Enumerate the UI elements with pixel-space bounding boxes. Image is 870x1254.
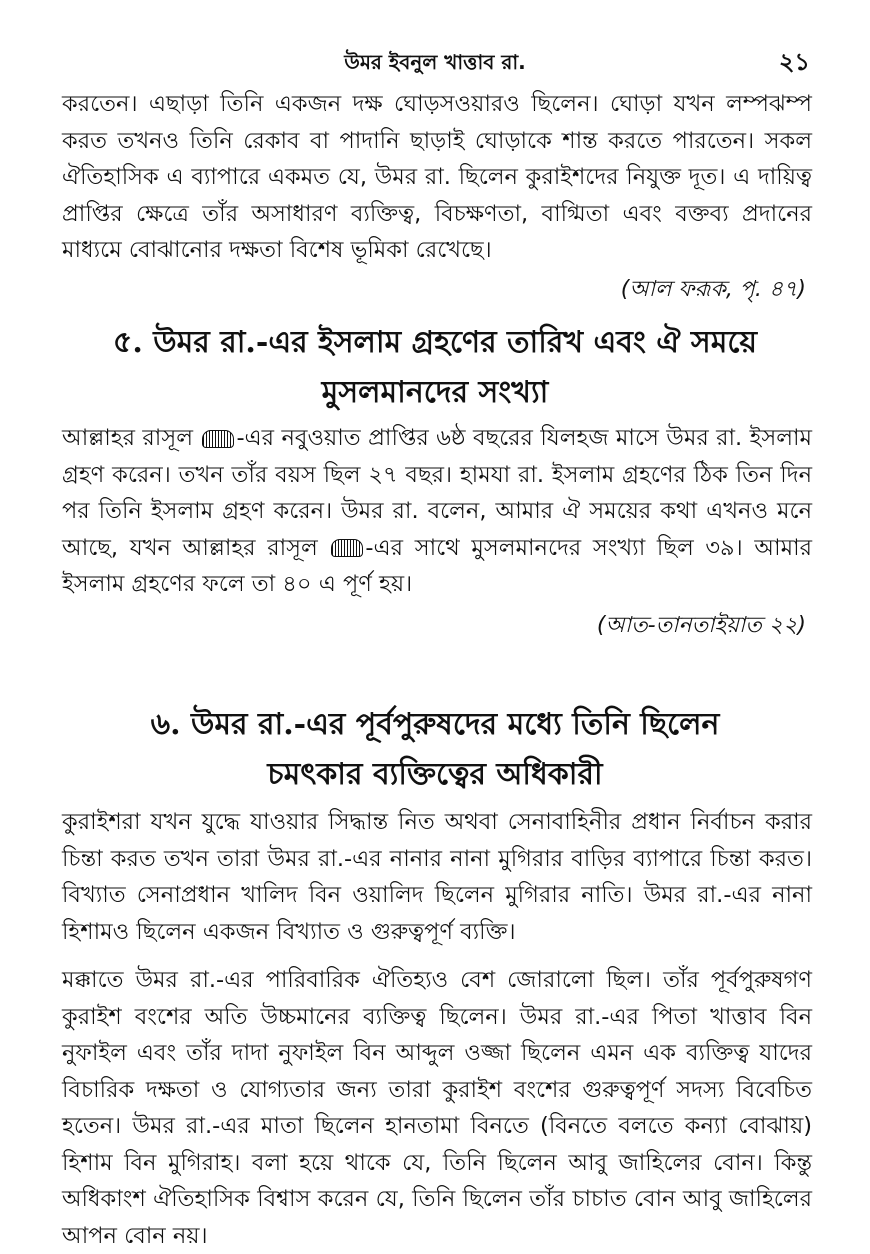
section-6-paragraph-1: কুরাইশরা যখন যুদ্ধে যাওয়ার সিদ্ধান্ত নিত অথবা সেনাবাহিনীর প্রধান নির্বাচন করার চিন্তা করত তখন তারা উমর রা.-এর নানার নানা মুগিরার বাড়ির ব্যাপারে চিন্তা করত। বিখ্যাত সেনাপ্রধান খালিদ বিন ওয়ালিদ ছিলেন মুগিরার নাতি। উমর রা.-এর নানা হিশামও ছিলেন একজন বিখ্যাত ও গুরুত্বপূর্ণ ব্যক্তি। (62, 809, 812, 945)
section-6-paragraph-2: মক্কাতে উমর রা.-এর পারিবারিক ঐতিহ্যও বেশ জোরালো ছিল। তাঁর পূর্বপুরুষগণ কুরাইশ বংশের অতি উচ্চমানের ব্যক্তিত্ব ছিলেন। উমর রা.-এর পিতা খাত্তাব বিন নুফাইল এবং তাঁর দাদা নুফাইল বিন আব্দুল ওজ্জা ছিলেন এমন এক ব্যক্তিত্ব যাদের বিচারিক দক্ষতা ও যোগ্যতার জন্য তারা কুরাইশ বংশের গুরুত্বপূর্ণ সদস্য বিবেচিত হতেন। উমর রা.-এর মাতা ছিলেন হানতামা বিনতে (বিনতে বলতে কন্যা বোঝায়) হিশাম বিন মুগিরাহ। বলা হয়ে থাকে যে, তিনি ছিলেন আবু জাহিলের বোন। কিন্তু অধিকাংশ ঐতিহাসিক বিশ্বাস করেন যে, তিনি ছিলেন তাঁর চাচাত বোন আবু জাহিলের আপন বোন নয়। (62, 967, 812, 1249)
page-number: ২১ (778, 48, 810, 76)
section-6-heading (40, 700, 830, 800)
section-5-paragraph (62, 420, 812, 603)
pbuh-calligraphy-icon (331, 539, 363, 557)
running-title: উমর ইবনুল খাত্তাব রা. (344, 50, 526, 74)
section-5-heading-line-1: ৫. উমর রা.-এর ইসলাম গ্রহণের তারিখ এবং ঐ সময়ে (112, 325, 758, 360)
section-5-text-2: -এর নবুওয়াত প্রাপ্তির ৬ষ্ঠ বছরের যিলহজ মাসে উমর রা. ইসলাম গ্রহণ করেন। তখন তাঁর বয়স ছিল ২৭ বছর। হামযা রা. ইসলাম গ্রহণের ঠিক তিন দিন পর তিনি ইসলাম গ্রহণ করেন। উমর রা. বলেন, আমার ঐ সময়ের কথা এখনও মনে আছে, যখন আল্লাহর রাসূল (62, 425, 813, 561)
section-5-heading-line-2: মুসলমানদের সংখ্যা (321, 375, 549, 410)
section-5-citation: (আত-তানতাইয়াত ২২) (596, 613, 806, 638)
page-header (0, 44, 870, 84)
section-6-heading-line-1: ৬. উমর রা.-এর পূর্বপুরুষদের মধ্যে তিনি ছিলেন (150, 707, 720, 742)
section-5-text-1: আল্লাহর রাসূল (62, 425, 193, 451)
intro-citation: (আল ফরূক, পৃ. ৪৭) (620, 277, 806, 302)
intro-paragraph: করতেন। এছাড়া তিনি একজন দক্ষ ঘোড়সওয়ারও ছিলেন। ঘোড়া যখন লম্পঝম্প করত তখনও তিনি রেকাব বা পাদানি ছাড়াই ঘোড়াকে শান্ত করতে পারতেন। সকল ঐতিহাসিক এ ব্যাপারে একমত যে, উমর রা. ছিলেন কুরাইশদের নিযুক্ত দূত। এ দায়িত্ব প্রাপ্তির ক্ষেত্রে তাঁর অসাধারণ ব্যক্তিত্ব, বিচক্ষণতা, বাগ্মিতা এবং বক্তব্য প্রদানের মাধ্যমে বোঝানোর দক্ষতা বিশেষ ভূমিকা রেখেছে। (62, 91, 812, 263)
section-6-heading-line-2: চমৎকার ব্যক্তিত্বের অধিকারী (267, 757, 603, 792)
section-5-text-3: -এর সাথে মুসলমানদের সংখ্যা ছিল ৩৯। আমার ইসলাম গ্রহণের ফলে তা ৪০ এ পূর্ণ হয়। (62, 534, 812, 597)
section-5-heading (40, 318, 830, 418)
pbuh-calligraphy-icon (202, 430, 234, 448)
